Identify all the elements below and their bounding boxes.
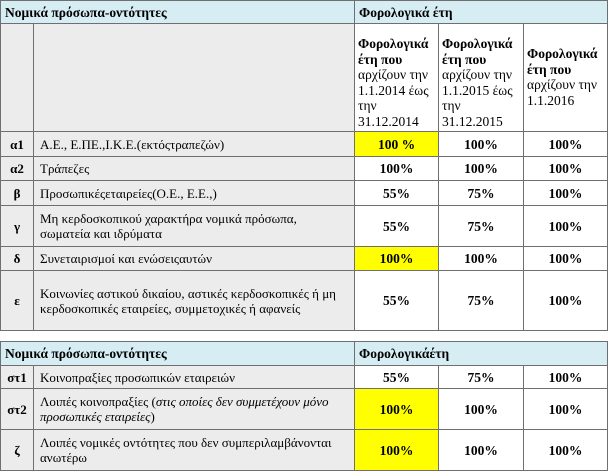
entities-header: Νομικά πρόσωπα-οντότητες — [1, 342, 355, 366]
cell-2015: 75% — [439, 181, 524, 206]
cell-2015: 100% — [439, 157, 524, 181]
cell-2016: 100% — [524, 389, 608, 430]
row-desc: Α.Ε., Ε.ΠΕ.,Ι.Κ.Ε.(εκτόςτραπεζών) — [34, 132, 355, 157]
year-col-2015: Φορολογικά έτη που αρχίζουν την 1.1.2015 έως την 31.12.2015 — [439, 24, 524, 132]
cell-2014: 55% — [355, 271, 439, 331]
cell-2016: 100% — [524, 181, 608, 206]
row-key: στ2 — [1, 389, 34, 430]
cell-2015: 75% — [439, 366, 524, 389]
cell-2014: 100% — [355, 157, 439, 181]
cell-2015: 75% — [439, 206, 524, 247]
table-row — [1, 157, 608, 181]
row-desc: Προσωπικέςεταιρείες(Ο.Ε., Ε.Ε.,) — [34, 181, 355, 206]
cell-2014: 100% — [355, 430, 439, 471]
cell-2015: 100% — [439, 132, 524, 157]
cell-2016: 100% — [524, 157, 608, 181]
table-row — [1, 206, 608, 247]
cell-2014: 100% — [355, 389, 439, 430]
row-desc: Μη κερδοσκοπικού χαρακτήρα νομικά πρόσωπα, σωματεία και ιδρύματα — [34, 206, 355, 247]
table-row — [1, 271, 608, 331]
cell-2016: 100% — [524, 206, 608, 247]
row-key: ζ — [1, 430, 34, 471]
cell-2015: 100% — [439, 389, 524, 430]
table-row — [1, 366, 608, 389]
row-key: στ1 — [1, 366, 34, 389]
cell-2015: 100% — [439, 247, 524, 271]
row-desc: Κοινοπραξίες προσωπικών εταιρειών — [34, 366, 355, 389]
cell-2016: 100% — [524, 430, 608, 471]
year-col-2014: Φορολογικά έτη που αρχίζουν την 1.1.2014 έως την 31.12.2014 — [355, 24, 439, 132]
table-header-row — [1, 1, 608, 24]
row-desc: Συνεταιρισμοί και ενώσειςαυτών — [34, 247, 355, 271]
table-row — [1, 430, 608, 471]
cell-2014: 55% — [355, 206, 439, 247]
cell-2014: 100 % — [355, 132, 439, 157]
row-key: γ — [1, 206, 34, 247]
tax-years-header: Φορολογικά έτη — [355, 1, 608, 24]
entities-header: Νομικά πρόσωπα-οντότητες — [1, 1, 355, 24]
row-desc: Τράπεζες — [34, 157, 355, 181]
cell-2014: 55% — [355, 181, 439, 206]
cell-2015: 75% — [439, 271, 524, 331]
cell-2016: 100% — [524, 271, 608, 331]
tax-years-header: Φορολογικάέτη — [355, 342, 608, 366]
table-header-row — [1, 342, 608, 366]
row-desc: Κοινωνίες αστικού δικαίου, αστικές κερδοσκοπικές ή μη κερδοσκοπικές εταιρείες, συμμετοχικές ή αφανείς — [34, 271, 355, 331]
row-key: α2 — [1, 157, 34, 181]
table-row — [1, 132, 608, 157]
cell-2015: 100% — [439, 430, 524, 471]
row-key: α1 — [1, 132, 34, 157]
cell-2016: 100% — [524, 366, 608, 389]
year-columns-row — [1, 24, 608, 132]
table-row — [1, 247, 608, 271]
cell-2014: 100% — [355, 247, 439, 271]
row-desc: Λοιπές κοινοπραξίες (στις οποίες δεν συμμετέχουν μόνο προσωπικές εταιρείες) — [34, 389, 355, 430]
cell-2016: 100% — [524, 132, 608, 157]
table-row — [1, 181, 608, 206]
year-col-2016: Φορολογικά έτη που αρχίζουν την 1.1.2016 — [524, 24, 608, 132]
row-key: δ — [1, 247, 34, 271]
cell-2016: 100% — [524, 247, 608, 271]
table-row — [1, 389, 608, 430]
tax-table-joint-ventures — [0, 341, 608, 471]
row-key: ε — [1, 271, 34, 331]
row-key: β — [1, 181, 34, 206]
cell-2014: 55% — [355, 366, 439, 389]
row-desc: Λοιπές νομικές οντότητες που δεν συμπεριλαμβάνονται ανωτέρω — [34, 430, 355, 471]
